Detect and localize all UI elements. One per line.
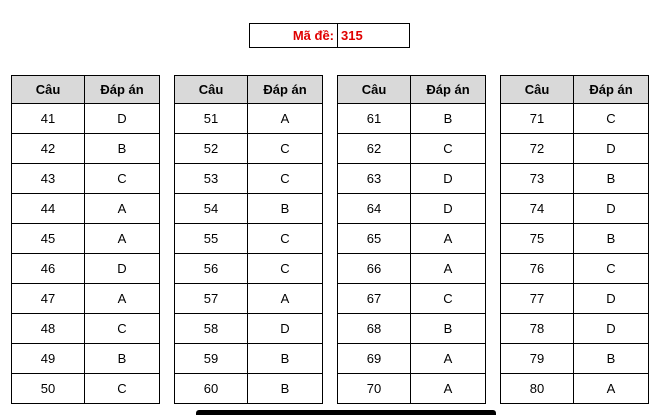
table-row xyxy=(12,134,160,164)
exam-code-value: 315 xyxy=(341,28,363,43)
table-row xyxy=(338,374,486,404)
answer-letter: D xyxy=(85,254,160,284)
answer-letter: D xyxy=(411,194,486,224)
table-row xyxy=(501,344,649,374)
header-answer: Đáp án xyxy=(411,76,486,104)
table-row xyxy=(501,314,649,344)
answer-letter: B xyxy=(411,314,486,344)
answer-letter: B xyxy=(248,374,323,404)
answer-letter: D xyxy=(248,314,323,344)
header-answer: Đáp án xyxy=(85,76,160,104)
question-number: 80 xyxy=(501,374,574,404)
table-row xyxy=(12,254,160,284)
table-row xyxy=(175,164,323,194)
table-row xyxy=(12,104,160,134)
table-row xyxy=(501,164,649,194)
header-row xyxy=(175,76,323,104)
header-question: Câu xyxy=(175,76,248,104)
answer-letter: A xyxy=(411,254,486,284)
question-number: 41 xyxy=(12,104,85,134)
question-number: 69 xyxy=(338,344,411,374)
answer-letter: C xyxy=(248,134,323,164)
answer-letter: C xyxy=(85,374,160,404)
question-number: 65 xyxy=(338,224,411,254)
question-number: 72 xyxy=(501,134,574,164)
question-number: 67 xyxy=(338,284,411,314)
answer-letter: D xyxy=(411,164,486,194)
question-number: 73 xyxy=(501,164,574,194)
table-row xyxy=(501,374,649,404)
table-row xyxy=(12,374,160,404)
table-row xyxy=(12,194,160,224)
question-number: 45 xyxy=(12,224,85,254)
question-number: 68 xyxy=(338,314,411,344)
table-row xyxy=(338,194,486,224)
table-row xyxy=(175,314,323,344)
question-number: 43 xyxy=(12,164,85,194)
question-number: 49 xyxy=(12,344,85,374)
table-row xyxy=(12,344,160,374)
question-number: 71 xyxy=(501,104,574,134)
header-question: Câu xyxy=(501,76,574,104)
answer-letter: A xyxy=(85,194,160,224)
answer-letter: C xyxy=(85,314,160,344)
answer-letter: A xyxy=(85,284,160,314)
question-number: 74 xyxy=(501,194,574,224)
table-row xyxy=(338,104,486,134)
table-row xyxy=(175,194,323,224)
table-row xyxy=(338,314,486,344)
answer-letter: B xyxy=(574,164,649,194)
answer-table xyxy=(500,75,649,404)
answer-letter: D xyxy=(85,104,160,134)
table-row xyxy=(501,224,649,254)
table-row xyxy=(338,254,486,284)
answer-letter: D xyxy=(574,134,649,164)
question-number: 61 xyxy=(338,104,411,134)
table-row xyxy=(501,194,649,224)
question-number: 56 xyxy=(175,254,248,284)
table-row xyxy=(12,164,160,194)
question-number: 51 xyxy=(175,104,248,134)
table-row xyxy=(175,224,323,254)
answer-letter: C xyxy=(411,284,486,314)
answer-table xyxy=(337,75,486,404)
question-number: 76 xyxy=(501,254,574,284)
question-number: 58 xyxy=(175,314,248,344)
question-number: 57 xyxy=(175,284,248,314)
question-number: 64 xyxy=(338,194,411,224)
table-row xyxy=(501,254,649,284)
answer-letter: A xyxy=(85,224,160,254)
table-row xyxy=(338,284,486,314)
answer-table xyxy=(174,75,323,404)
header-question: Câu xyxy=(12,76,85,104)
question-number: 79 xyxy=(501,344,574,374)
table-row xyxy=(501,104,649,134)
question-number: 42 xyxy=(12,134,85,164)
question-number: 63 xyxy=(338,164,411,194)
table-row xyxy=(338,224,486,254)
answer-letter: C xyxy=(574,254,649,284)
header-question: Câu xyxy=(338,76,411,104)
question-number: 70 xyxy=(338,374,411,404)
table-row xyxy=(338,344,486,374)
table-row xyxy=(175,284,323,314)
table-row xyxy=(12,314,160,344)
answer-letter: D xyxy=(574,194,649,224)
question-number: 66 xyxy=(338,254,411,284)
table-row xyxy=(175,104,323,134)
answer-letter: B xyxy=(248,344,323,374)
table-row xyxy=(12,284,160,314)
question-number: 62 xyxy=(338,134,411,164)
table-row xyxy=(175,344,323,374)
table-row xyxy=(175,134,323,164)
header-answer: Đáp án xyxy=(248,76,323,104)
header-row xyxy=(12,76,160,104)
answer-letter: D xyxy=(574,314,649,344)
question-number: 78 xyxy=(501,314,574,344)
answer-letter: C xyxy=(248,224,323,254)
answer-letter: D xyxy=(574,284,649,314)
question-number: 75 xyxy=(501,224,574,254)
answer-letter: B xyxy=(411,104,486,134)
question-number: 54 xyxy=(175,194,248,224)
answer-letter: A xyxy=(574,374,649,404)
answer-letter: B xyxy=(574,224,649,254)
table-row xyxy=(12,224,160,254)
answer-letter: A xyxy=(248,104,323,134)
answer-letter: C xyxy=(85,164,160,194)
table-row xyxy=(175,374,323,404)
question-number: 47 xyxy=(12,284,85,314)
question-number: 50 xyxy=(12,374,85,404)
answer-letter: C xyxy=(248,164,323,194)
answer-letter: B xyxy=(574,344,649,374)
header-row xyxy=(501,76,649,104)
table-row xyxy=(175,254,323,284)
question-number: 46 xyxy=(12,254,85,284)
header-row xyxy=(338,76,486,104)
answer-letter: B xyxy=(85,134,160,164)
table-row xyxy=(501,134,649,164)
question-number: 60 xyxy=(175,374,248,404)
table-row xyxy=(501,284,649,314)
bottom-bar xyxy=(196,410,496,415)
question-number: 55 xyxy=(175,224,248,254)
answer-letter: B xyxy=(85,344,160,374)
exam-code-label: Mã đề: xyxy=(250,24,338,47)
answer-letter: A xyxy=(411,344,486,374)
question-number: 48 xyxy=(12,314,85,344)
question-number: 52 xyxy=(175,134,248,164)
question-number: 59 xyxy=(175,344,248,374)
question-number: 44 xyxy=(12,194,85,224)
answer-table xyxy=(11,75,160,404)
header-answer: Đáp án xyxy=(574,76,649,104)
answer-letter: A xyxy=(411,374,486,404)
answer-letter: A xyxy=(411,224,486,254)
question-number: 53 xyxy=(175,164,248,194)
answer-letter: C xyxy=(411,134,486,164)
answer-letter: C xyxy=(248,254,323,284)
answer-letter: B xyxy=(248,194,323,224)
question-number: 77 xyxy=(501,284,574,314)
table-row xyxy=(338,164,486,194)
answer-letter: C xyxy=(574,104,649,134)
exam-code-box xyxy=(249,23,410,48)
answer-letter: A xyxy=(248,284,323,314)
table-row xyxy=(338,134,486,164)
